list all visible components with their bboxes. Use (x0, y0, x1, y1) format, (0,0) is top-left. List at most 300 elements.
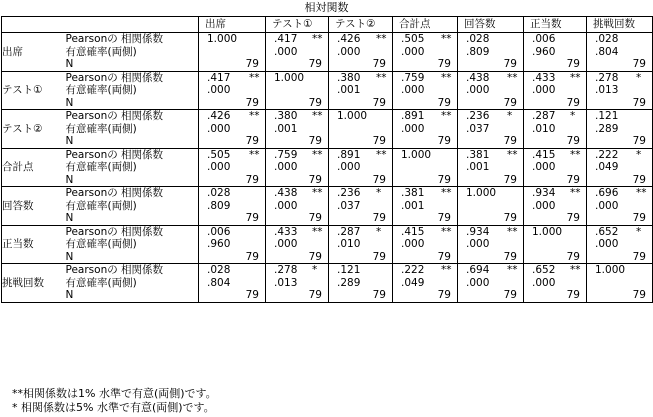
pearson-cell (266, 33, 329, 46)
pearson-cell (199, 33, 266, 46)
pearson-cell (393, 187, 458, 200)
correlation-value: .694 (466, 264, 490, 276)
pearson-cell (524, 187, 587, 200)
pearson-cell (329, 148, 393, 161)
row-label: テスト① (2, 71, 66, 110)
p-value: .000 (532, 161, 556, 173)
n-cell (393, 251, 458, 264)
stat-label-sig: 有意確率(両側) (66, 123, 199, 136)
pearson-cell (524, 148, 587, 161)
significance-marker: ** (570, 148, 581, 161)
sig-cell (393, 161, 458, 174)
n-cell (393, 212, 458, 225)
n-cell (458, 135, 524, 148)
n-value: 79 (632, 96, 646, 109)
sig-cell (266, 123, 329, 136)
n-value: 79 (437, 96, 451, 109)
n-cell (524, 97, 587, 110)
significance-marker: * (636, 71, 642, 84)
significance-marker: ** (507, 225, 518, 238)
correlation-value: .415 (532, 148, 556, 161)
significance-marker: ** (249, 110, 260, 122)
pearson-cell (393, 33, 458, 46)
pearson-cell (199, 264, 266, 277)
n-cell (393, 135, 458, 148)
stat-label-pearson: Pearsonの 相関係数 (66, 110, 199, 123)
table-row (2, 264, 653, 277)
correlation-value: .381 (401, 187, 425, 199)
n-value: 79 (308, 289, 322, 301)
correlation-value: .236 (466, 110, 490, 122)
p-value: .804 (207, 276, 231, 289)
correlation-value: 1.000 (337, 110, 368, 122)
correlation-value: .759 (274, 148, 298, 161)
significance-marker: ** (507, 264, 518, 276)
p-value: .000 (401, 238, 425, 250)
n-cell (329, 58, 393, 71)
column-header: 合計点 (393, 17, 458, 33)
significance-marker: ** (312, 225, 323, 238)
correlation-value: .028 (207, 187, 231, 199)
correlation-value: .287 (337, 225, 361, 238)
n-cell (199, 174, 266, 187)
pearson-cell (266, 148, 329, 161)
n-value: 79 (308, 173, 322, 186)
sig-cell (199, 238, 266, 251)
correlation-value: 1.000 (401, 148, 432, 161)
pearson-cell (266, 110, 329, 123)
p-value: .000 (274, 238, 298, 250)
table-row (2, 110, 653, 123)
p-value: .000 (274, 161, 298, 173)
correlation-value: .417 (207, 71, 231, 84)
n-cell (458, 58, 524, 71)
sig-cell (587, 161, 653, 174)
correlation-value: .222 (595, 148, 619, 161)
pearson-cell (329, 264, 393, 277)
pearson-cell (524, 110, 587, 123)
significance-marker: ** (376, 71, 387, 84)
n-value: 79 (437, 135, 451, 147)
n-cell (458, 97, 524, 110)
correlation-value: 1.000 (207, 33, 238, 45)
n-value: 79 (372, 135, 386, 147)
correlation-value: .505 (207, 148, 231, 161)
table-row (2, 71, 653, 84)
row-label: 正当数 (2, 225, 66, 264)
correlation-value: .415 (401, 225, 425, 238)
n-cell (266, 97, 329, 110)
p-value: .000 (337, 161, 361, 173)
header-corner-stat (66, 17, 199, 33)
n-cell (266, 174, 329, 187)
pearson-cell (393, 110, 458, 123)
table-row (2, 58, 653, 71)
p-value: .049 (401, 276, 425, 289)
p-value: .001 (466, 161, 490, 173)
correlation-value: .759 (401, 71, 425, 84)
table-title: 相対関数 (304, 1, 349, 14)
significance-marker: ** (570, 187, 581, 199)
table-row (2, 84, 653, 97)
n-value: 79 (503, 173, 517, 186)
table-row (2, 251, 653, 264)
table-row (2, 135, 653, 148)
significance-marker: ** (312, 187, 323, 199)
significance-marker: ** (441, 71, 452, 84)
p-value: .289 (595, 122, 619, 135)
table-row (2, 174, 653, 187)
pearson-cell (266, 264, 329, 277)
n-value: 79 (245, 173, 259, 186)
pearson-cell (266, 225, 329, 238)
n-cell (329, 174, 393, 187)
sig-cell (524, 123, 587, 136)
sig-cell (199, 123, 266, 136)
n-value: 79 (437, 173, 451, 186)
pearson-cell (393, 225, 458, 238)
row-label: 合計点 (2, 148, 66, 187)
n-cell (587, 135, 653, 148)
n-cell (199, 135, 266, 148)
correlation-value: .121 (337, 264, 361, 276)
pearson-cell (587, 187, 653, 200)
correlation-value: 1.000 (532, 225, 563, 238)
sig-cell (393, 277, 458, 290)
column-header: 回答数 (458, 17, 524, 33)
pearson-cell (524, 225, 587, 238)
n-cell (458, 251, 524, 264)
pearson-cell (524, 264, 587, 277)
pearson-cell (587, 110, 653, 123)
n-cell (458, 212, 524, 225)
p-value: .000 (466, 238, 490, 250)
n-cell (587, 58, 653, 71)
correlation-value: .380 (337, 71, 361, 84)
significance-marker: * (636, 225, 642, 238)
significance-marker: ** (249, 148, 260, 161)
n-value: 79 (308, 135, 322, 147)
n-value: 79 (632, 289, 646, 301)
sig-cell (393, 84, 458, 97)
sig-cell (458, 200, 524, 213)
significance-marker: ** (570, 264, 581, 276)
sig-cell (458, 161, 524, 174)
pearson-cell (393, 264, 458, 277)
table-row (2, 200, 653, 213)
pearson-cell (587, 71, 653, 84)
p-value: .000 (274, 199, 298, 212)
n-cell (329, 97, 393, 110)
p-value: .000 (532, 84, 556, 96)
sig-cell (393, 200, 458, 213)
column-header: テスト① (266, 17, 329, 33)
stat-label-n: N (66, 289, 199, 302)
n-value: 79 (245, 58, 259, 70)
n-value: 79 (372, 289, 386, 301)
correlation-value: .934 (466, 225, 490, 238)
p-value: .000 (207, 161, 231, 173)
sig-cell (329, 84, 393, 97)
pearson-cell (587, 148, 653, 161)
n-cell (199, 58, 266, 71)
n-cell (458, 289, 524, 302)
sig-cell (458, 46, 524, 59)
pearson-cell (458, 264, 524, 277)
pearson-cell (199, 71, 266, 84)
header-corner (2, 17, 66, 33)
stat-label-sig: 有意確率(両側) (66, 200, 199, 213)
sig-cell (329, 277, 393, 290)
correlation-value: .696 (595, 187, 619, 199)
sig-cell (587, 84, 653, 97)
pearson-cell (329, 187, 393, 200)
n-cell (524, 135, 587, 148)
sig-cell (458, 238, 524, 251)
stat-label-n: N (66, 58, 199, 71)
p-value: .000 (595, 238, 619, 250)
p-value: .000 (532, 276, 556, 289)
p-value: .000 (466, 84, 490, 96)
sig-cell (458, 84, 524, 97)
n-value: 79 (632, 250, 646, 263)
correlation-value: .426 (207, 110, 231, 122)
sig-cell (524, 46, 587, 59)
n-value: 79 (632, 58, 646, 70)
correlation-value: .891 (401, 110, 425, 122)
p-value: .000 (466, 276, 490, 289)
p-value: .037 (337, 199, 361, 212)
n-value: 79 (437, 289, 451, 301)
pearson-cell (458, 187, 524, 200)
correlation-value: .236 (337, 187, 361, 199)
n-value: 79 (503, 58, 517, 70)
sig-cell (199, 161, 266, 174)
sig-cell (524, 84, 587, 97)
correlation-value: .287 (532, 110, 556, 122)
correlation-value: .417 (274, 33, 298, 45)
correlation-value: 1.000 (466, 187, 497, 199)
n-value: 79 (437, 212, 451, 224)
n-cell (524, 174, 587, 187)
n-cell (393, 58, 458, 71)
stat-label-pearson: Pearsonの 相関係数 (66, 264, 199, 277)
correlation-value: .222 (401, 264, 425, 276)
table-row (2, 238, 653, 251)
table-row (2, 123, 653, 136)
row-label: テスト② (2, 110, 66, 149)
n-value: 79 (503, 96, 517, 109)
sig-cell (266, 46, 329, 59)
p-value: .960 (532, 45, 556, 58)
n-cell (199, 251, 266, 264)
sig-cell (458, 277, 524, 290)
column-header: 出席 (199, 17, 266, 33)
stat-label-pearson: Pearsonの 相関係数 (66, 187, 199, 200)
stat-label-pearson: Pearsonの 相関係数 (66, 225, 199, 238)
stat-label-n: N (66, 97, 199, 110)
pearson-cell (266, 71, 329, 84)
sig-cell (587, 200, 653, 213)
n-value: 79 (372, 250, 386, 263)
significance-marker: ** (441, 225, 452, 238)
n-cell (587, 212, 653, 225)
n-cell (524, 58, 587, 71)
n-value: 79 (437, 58, 451, 70)
pearson-cell (329, 71, 393, 84)
pearson-cell (393, 148, 458, 161)
pearson-cell (458, 148, 524, 161)
significance-marker: * (507, 110, 513, 122)
stat-label-n: N (66, 251, 199, 264)
correlation-value: .028 (207, 264, 231, 276)
table-row (2, 212, 653, 225)
n-value: 79 (308, 96, 322, 109)
significance-marker: ** (441, 187, 452, 199)
correlation-value: .380 (274, 110, 298, 122)
n-value: 79 (308, 58, 322, 70)
n-value: 79 (245, 96, 259, 109)
significance-marker: ** (507, 71, 518, 84)
p-value: .000 (337, 45, 361, 58)
pearson-cell (199, 148, 266, 161)
significance-marker: ** (376, 148, 387, 161)
significance-marker: ** (570, 71, 581, 84)
significance-marker: * (376, 225, 382, 238)
n-value: 79 (503, 250, 517, 263)
pearson-cell (458, 110, 524, 123)
n-cell (199, 97, 266, 110)
n-value: 79 (245, 289, 259, 301)
correlation-value: .438 (274, 187, 298, 199)
n-cell (329, 251, 393, 264)
n-cell (587, 289, 653, 302)
table-row (2, 97, 653, 110)
n-value: 79 (566, 135, 580, 147)
n-cell (199, 289, 266, 302)
table-row (2, 277, 653, 290)
n-value: 79 (566, 173, 580, 186)
table-row (2, 33, 653, 46)
sig-cell (199, 277, 266, 290)
n-cell (524, 212, 587, 225)
p-value: .809 (207, 199, 231, 212)
n-value: 79 (503, 135, 517, 147)
n-cell (266, 212, 329, 225)
p-value: .049 (595, 161, 619, 173)
sig-cell (587, 46, 653, 59)
column-header: 正当数 (524, 17, 587, 33)
correlation-value: .652 (595, 225, 619, 238)
n-value: 79 (372, 96, 386, 109)
significance-marker: ** (376, 33, 387, 45)
n-value: 79 (632, 173, 646, 186)
significance-marker: ** (249, 71, 260, 84)
correlation-value: .278 (595, 71, 619, 84)
correlation-value: .381 (466, 148, 490, 161)
pearson-cell (458, 33, 524, 46)
pearson-cell (458, 225, 524, 238)
significance-marker: * (570, 110, 576, 122)
correlation-value: .006 (532, 33, 556, 45)
sig-cell (266, 277, 329, 290)
n-value: 79 (372, 58, 386, 70)
significance-marker: ** (312, 148, 323, 161)
significance-marker: ** (636, 187, 647, 199)
significance-marker: ** (441, 264, 452, 276)
p-value: .000 (595, 199, 619, 212)
sig-cell (587, 238, 653, 251)
significance-marker: * (376, 187, 382, 199)
sig-cell (199, 46, 266, 59)
n-value: 79 (632, 212, 646, 224)
table-row (2, 289, 653, 302)
n-cell (266, 289, 329, 302)
p-value: .960 (207, 238, 231, 250)
p-value: .000 (401, 84, 425, 96)
sig-cell (329, 46, 393, 59)
pearson-cell (587, 33, 653, 46)
n-value: 79 (566, 58, 580, 70)
correlation-value: .505 (401, 33, 425, 45)
n-value: 79 (503, 212, 517, 224)
p-value: .010 (532, 122, 556, 135)
n-cell (199, 212, 266, 225)
correlation-value: .006 (207, 225, 231, 238)
sig-cell (329, 200, 393, 213)
n-value: 79 (245, 135, 259, 147)
pearson-cell (524, 71, 587, 84)
row-label: 回答数 (2, 187, 66, 226)
stat-label-sig: 有意確率(両側) (66, 161, 199, 174)
header-row (2, 17, 653, 33)
p-value: .000 (532, 199, 556, 212)
correlation-value: .934 (532, 187, 556, 199)
significance-marker: ** (441, 33, 452, 45)
significance-marker: ** (441, 110, 452, 122)
n-cell (329, 289, 393, 302)
n-value: 79 (372, 212, 386, 224)
n-value: 79 (566, 289, 580, 301)
p-value: .809 (466, 45, 490, 58)
p-value: .000 (207, 84, 231, 96)
p-value: .013 (595, 84, 619, 96)
row-label: 挑戦回数 (2, 264, 66, 303)
sig-cell (524, 200, 587, 213)
pearson-cell (266, 187, 329, 200)
p-value: .000 (207, 122, 231, 135)
n-value: 79 (566, 212, 580, 224)
correlation-value: .278 (274, 264, 298, 276)
n-cell (329, 135, 393, 148)
pearson-cell (329, 110, 393, 123)
sig-cell (524, 277, 587, 290)
n-cell (587, 174, 653, 187)
n-cell (393, 289, 458, 302)
pearson-cell (199, 110, 266, 123)
p-value: .010 (337, 238, 361, 250)
stat-label-pearson: Pearsonの 相関係数 (66, 71, 199, 84)
stat-label-n: N (66, 212, 199, 225)
stat-label-sig: 有意確率(両側) (66, 277, 199, 290)
p-value: .000 (401, 122, 425, 135)
significance-marker: * (636, 148, 642, 161)
p-value: .289 (337, 276, 361, 289)
n-cell (587, 251, 653, 264)
table-row (2, 46, 653, 59)
correlation-value: .028 (466, 33, 490, 45)
n-cell (393, 97, 458, 110)
